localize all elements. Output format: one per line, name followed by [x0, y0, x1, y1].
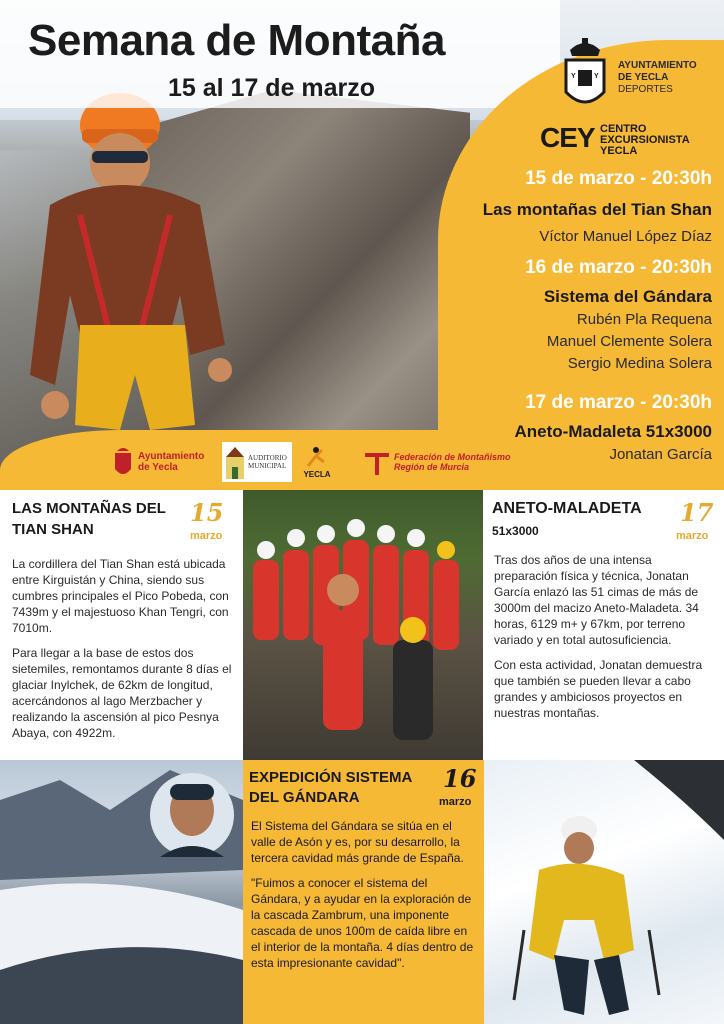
ayuntamiento-label — [618, 60, 697, 96]
sponsor-ayto-line1: Ayuntamiento — [138, 451, 205, 462]
gandara-title-line2: DEL GÁNDARA — [249, 789, 360, 806]
tian-shan-title — [12, 498, 166, 540]
cey-label — [600, 124, 690, 157]
gandara-section — [243, 760, 484, 1024]
gandara-title — [249, 768, 412, 808]
sponsor-ayuntamiento — [112, 442, 204, 482]
cave-team-illustration — [243, 490, 483, 760]
svg-text:Y: Y — [571, 73, 576, 80]
event-date: 17 de marzo - 20:30h — [525, 392, 712, 413]
cey-line2: EXCURSIONISTA — [600, 134, 690, 146]
event-title: Sistema del Gándara — [543, 287, 712, 306]
ayuntamiento-line1: AYUNTAMIENTO — [618, 60, 697, 71]
auditorio-badge — [222, 442, 292, 482]
gandara-title-line1: EXPEDICIÓN SISTEMA — [249, 769, 413, 786]
tian-shan-paragraph-1: La cordillera del Tian Shan está ubicada entre Kirguistán y China, siendo sus cumbres principales el Pico Pobeda, con 7439m y el majestuoso Khan Tengri, con 7010m. — [12, 557, 229, 635]
auditorio-building-icon — [224, 445, 246, 479]
yecla-shield-icon — [112, 445, 134, 479]
event-1 — [483, 168, 712, 248]
event-date: 16 de marzo - 20:30h — [525, 257, 712, 278]
event-3 — [515, 392, 712, 466]
climber-illustration — [20, 85, 250, 455]
ayuntamiento-line2: DE YECLA — [618, 72, 669, 83]
cey-line3: YECLA — [600, 145, 638, 157]
sponsor-auditorio — [222, 442, 292, 482]
gandara-day: 16 — [443, 764, 477, 793]
tian-shan-month: marzo — [190, 530, 223, 542]
gandara-paragraph-2: "Fuimos a conocer el sistema del Gándara, y a ayudar en la exploración de la cascada Zambrum, una imponente cascada de unos 100m de caída libre en el interior de la montaña. 4 días dentro de esta impresionante cavidad". — [251, 876, 474, 970]
event-speaker: Rubén Pla Requena — [576, 311, 712, 328]
sponsor-ayuntamiento-label — [138, 451, 204, 473]
cey-logo: CEY — [540, 122, 595, 153]
sponsor-yecla-deportes — [302, 442, 332, 482]
hero-section — [0, 0, 724, 490]
event-speaker: Jonatan García — [609, 446, 712, 463]
yecla-deportes-runner-icon — [302, 446, 332, 470]
aneto-paragraph-1: Tras dos años de una intensa preparación física y técnica, Jonatan García enlazó las 51 cimas de más de 3000m del macizo Aneto-Maladeta. 34 horas, 6129 m+ y 67km, por terreno variado y en total autosuficiencia. — [494, 553, 699, 647]
event-speaker: Víctor Manuel López Díaz — [539, 228, 712, 245]
glacier-photo — [0, 760, 243, 1024]
yecla-coat-of-arms-icon — [560, 36, 610, 116]
event-speaker: Manuel Clemente Solera — [546, 333, 712, 350]
gandara-body — [251, 818, 479, 980]
aneto-day: 17 — [680, 498, 714, 527]
cave-team-photo — [243, 490, 483, 760]
snow-climber-illustration — [484, 760, 724, 1024]
tian-shan-paragraph-2: Para llegar a la base de estos dos sietemiles, remontamos durante 8 días el glaciar Inylchek, de 62km de longitud, acercándonos al lago Merzbacher y realizando la ascensión al pico Pesnya Abaya, con 4922m. — [12, 646, 232, 740]
sponsor-ayto-line2: de Yecla — [138, 462, 178, 473]
gandara-month: marzo — [439, 796, 472, 808]
auditorio-line2: MUNICIPAL — [248, 462, 287, 470]
glacier-illustration — [0, 760, 243, 1024]
tian-shan-day: 15 — [190, 498, 224, 527]
tian-shan-title-line2: TIAN SHAN — [12, 521, 94, 538]
svg-text:Y: Y — [594, 73, 599, 80]
tian-shan-title-line1: LAS MONTAÑAS DEL — [12, 500, 166, 517]
federacion-label — [394, 452, 511, 472]
event-speaker: Sergio Medina Solera — [567, 355, 712, 372]
event-title: Aneto-Madaleta 51x3000 — [514, 422, 712, 441]
federacion-logo-icon — [362, 447, 392, 477]
snow-climber-photo — [484, 760, 724, 1024]
cey-line1: CENTRO — [600, 123, 647, 135]
page-title: Semana de Montaña — [28, 16, 445, 65]
aneto-title: ANETO-MALADETA — [492, 500, 642, 517]
page-dates: 15 al 17 de marzo — [168, 74, 376, 102]
federacion-line2: Región de Murcia — [394, 462, 470, 472]
aneto-month: marzo — [676, 530, 709, 542]
sponsor-yecla-label: YECLA — [303, 469, 331, 479]
auditorio-label — [248, 454, 287, 470]
auditorio-line1: AUDITORIO — [248, 454, 287, 462]
gandara-paragraph-1: El Sistema del Gándara se sitúa en el valle de Asón y es, por su desarrollo, la tercera cavidad más grande de España. — [251, 819, 464, 865]
aneto-subtitle: 51x3000 — [492, 524, 539, 538]
event-title: Las montañas del Tian Shan — [482, 200, 712, 219]
ayuntamiento-line3: DEPORTES — [618, 84, 673, 95]
event-date: 15 de marzo - 20:30h — [525, 168, 712, 189]
tian-shan-body — [12, 556, 234, 750]
federacion-line1: Federación de Montañismo — [394, 452, 511, 462]
aneto-paragraph-2: Con esta actividad, Jonatan demuestra que también se pueden llevar a cabo grandes y ambiciosos proyectos en nuestras montañas. — [494, 658, 703, 720]
sponsor-federacion — [362, 442, 511, 482]
event-2 — [525, 257, 712, 375]
aneto-body — [494, 552, 716, 730]
